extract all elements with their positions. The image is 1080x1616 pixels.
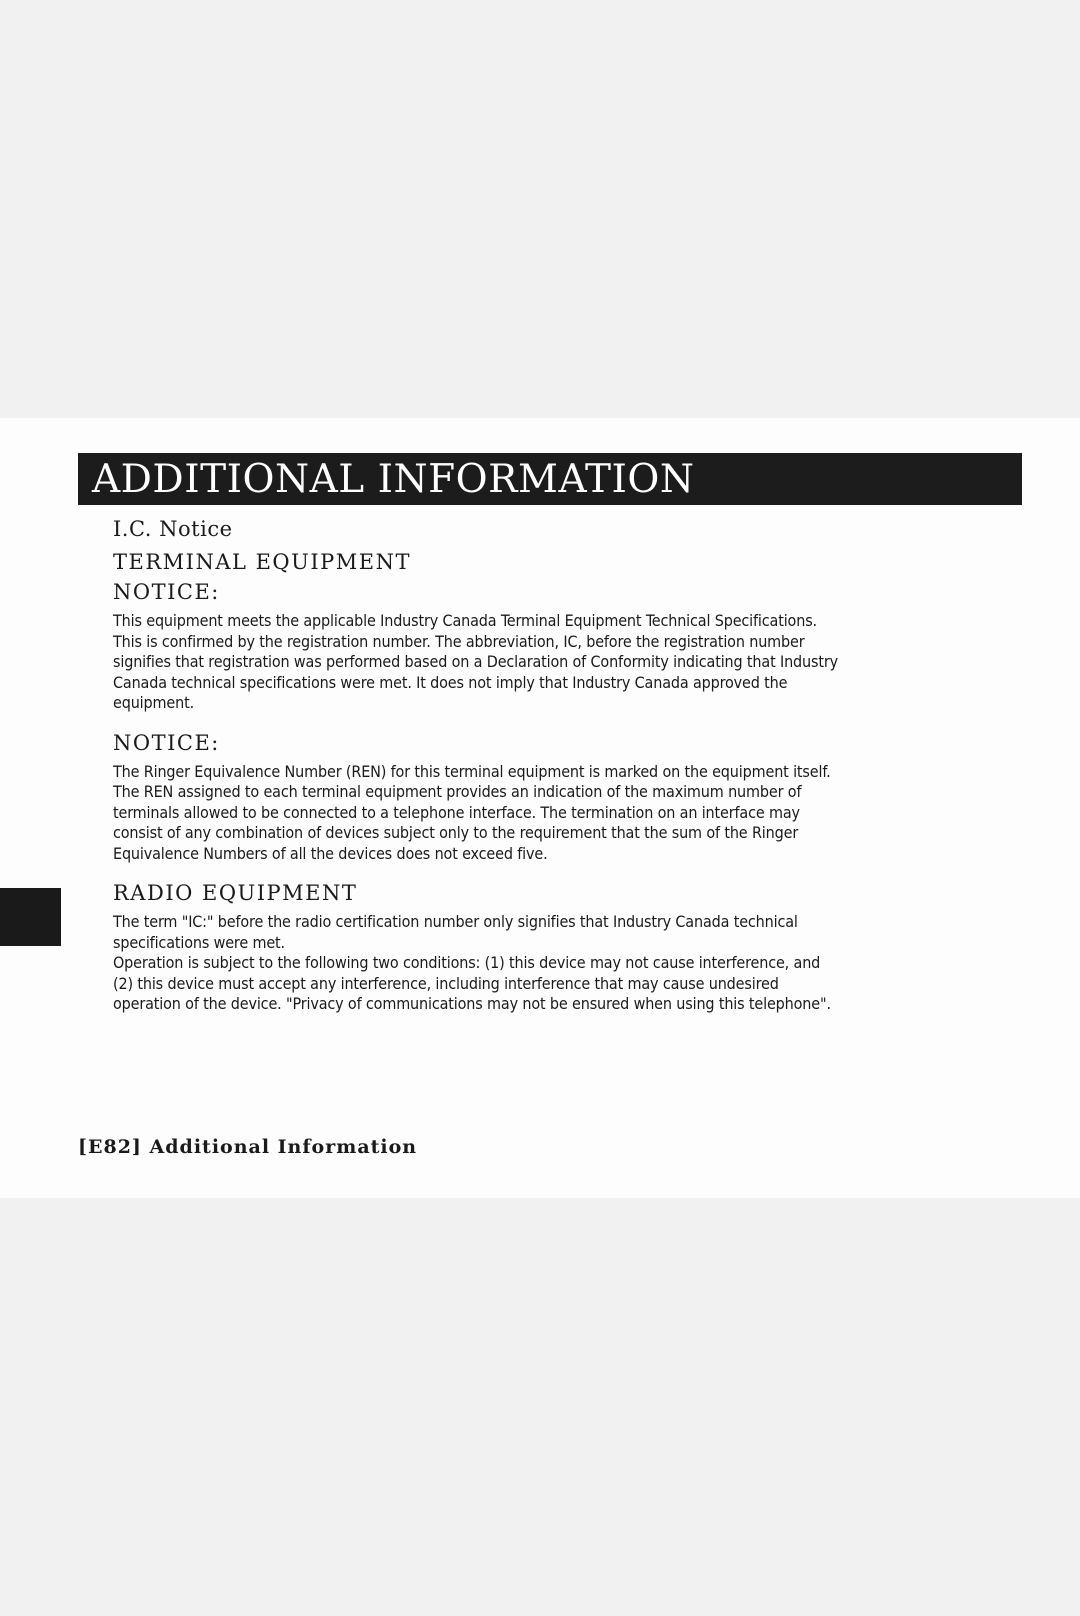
ic-notice-subtitle: I.C. Notice xyxy=(113,517,233,541)
page-title: ADDITIONAL INFORMATION xyxy=(92,457,695,502)
notice-2-text: The Ringer Equivalence Number (REN) for this terminal equipment is marked on the equipment itself. The REN assigned to each terminal equipment provides an indication of the maximum number of terminals allowed to be connected to a telephone interface. The termination on an interface may consist of any combination of devices subject only to the requirement that the sum of the Ringer Equivalence Numbers of all the devices does not exceed five. xyxy=(113,761,831,863)
page-footer: [E82] Additional Information xyxy=(78,1136,418,1158)
radio-text-2: Operation is subject to the following two conditions: (1) this device may not cause interference, and (2) this device must accept any interference, including interference that may cause undesired operation of the device. "Privacy of communications may not be ensured when using this telephone". xyxy=(113,953,831,1013)
notice-2-heading: NOTICE: xyxy=(113,730,220,755)
page-content xyxy=(113,515,1013,1015)
radio-text-1: The term "IC:" before the radio certification number only signifies that Industry Canada technical specifications were met. xyxy=(113,912,798,952)
notice-1-text: This equipment meets the applicable Industry Canada Terminal Equipment Technical Specifications. This is confirmed by the registration number. The abbreviation, IC, before the registration number signifies that registration was performed based on a Declaration of Conformity indicating that Industry Canada technical specifications were met. It does not imply that Industry Canada approved the equipment. xyxy=(113,611,838,712)
notice-1-heading: NOTICE: xyxy=(113,580,220,604)
section-side-tab xyxy=(0,888,61,946)
terminal-equipment-heading: TERMINAL EQUIPMENT xyxy=(113,550,411,574)
section-header-bar xyxy=(78,453,1022,505)
radio-equipment-heading: RADIO EQUIPMENT xyxy=(113,881,358,905)
